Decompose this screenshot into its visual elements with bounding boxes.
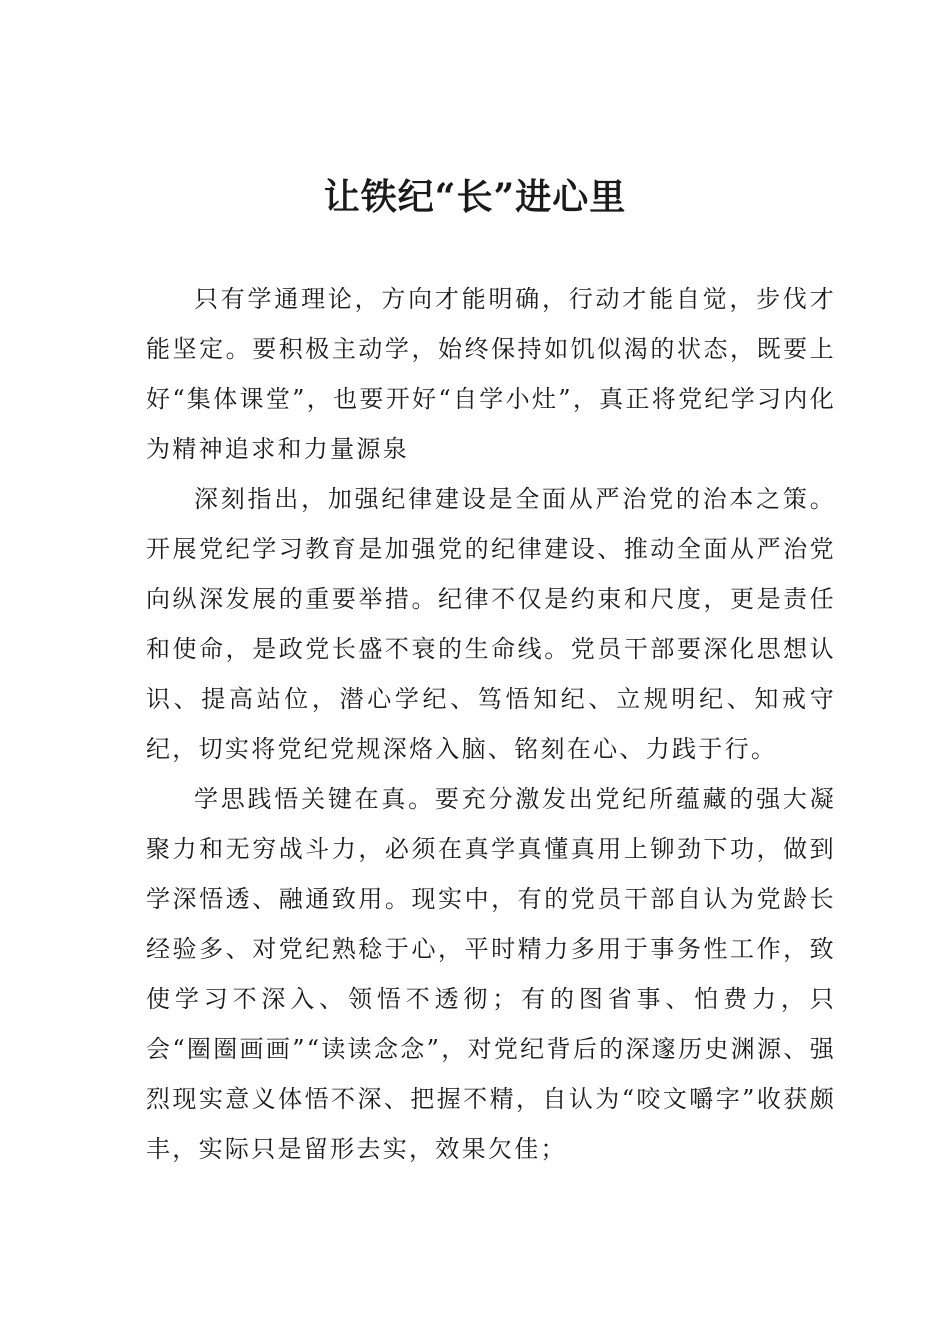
paragraph-1: 只有学通理论，方向才能明确，行动才能自觉，步伐才能坚定。要积极主动学，始终保持如饥似渴的状态，既要上好“集体课堂”，也要开好“自学小灶”，真正将党纪学习内化为精神追求和力量源泉	[146, 285, 836, 463]
document-title: 让铁纪“长”进心里	[323, 176, 627, 218]
paragraph-2: 深刻指出，加强纪律建设是全面从严治党的治本之策。开展党纪学习教育是加强党的纪律建设、推动全面从严治党向纵深发展的重要举措。纪律不仅是约束和尺度，更是责任和使命，是政党长盛不衰的生命线。党员干部要深化思想认识、提高站位，潜心学纪、笃悟知纪、立规明纪、知戒守纪，切实将党纪党规深烙入脑、铭刻在心、力践于行。	[146, 485, 836, 763]
document-body	[146, 274, 836, 1174]
paragraph-3: 学思践悟关键在真。要充分激发出党纪所蕴藏的强大凝聚力和无穷战斗力，必须在真学真懂真用上铆劲下功，做到学深悟透、融通致用。现实中，有的党员干部自认为党龄长经验多、对党纪熟稔于心，平时精力多用于事务性工作，致使学习不深入、领悟不透彻；有的图省事、怕费力，只会“圈圈画画”“读读念念”，对党纪背后的深邃历史渊源、强烈现实意义体悟不深、把握不精，自认为“咬文嚼字”收获颇丰，实际只是留形去实，效果欠佳；	[146, 785, 836, 1163]
